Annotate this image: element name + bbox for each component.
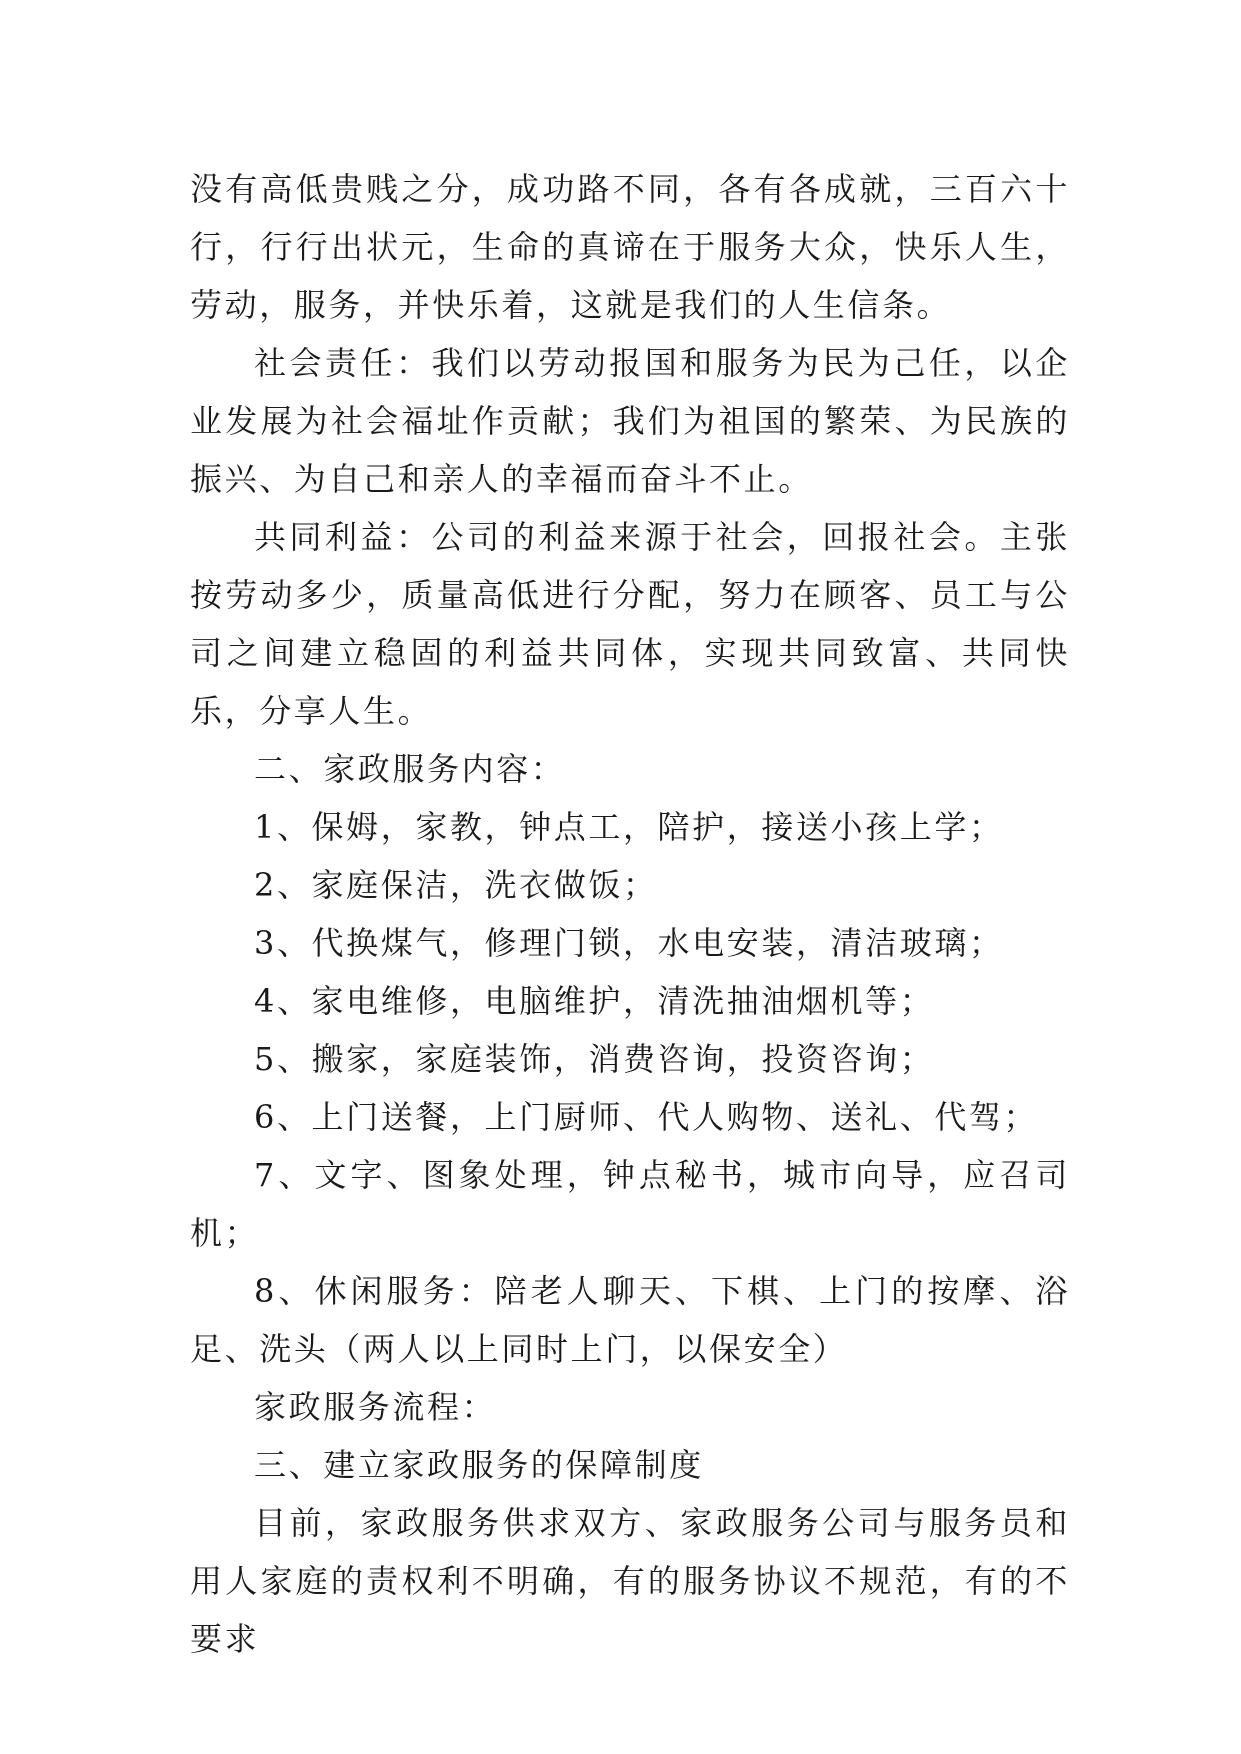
section-heading-service-content: 二、家政服务内容： xyxy=(254,750,566,788)
list-item: 7、文字、图象处理，钟点秘书，城市向导，应召司机； xyxy=(190,1156,1070,1252)
paragraph: 没有高低贵贱之分，成功路不同，各有各成就，三百六十行，行行出状元，生命的真谛在于服务大众，快乐人生，劳动，服务，并快乐着，这就是我们的人生信条。 xyxy=(190,170,1070,324)
section-heading-guarantee-system: 三、建立家政服务的保障制度 xyxy=(254,1446,704,1484)
list-item: 4、家电维修，电脑维护，清洗抽油烟机等； xyxy=(254,982,935,1020)
list-item: 5、搬家，家庭装饰，消费咨询，投资咨询； xyxy=(254,1040,935,1078)
list-item: 8、休闲服务：陪老人聊天、下棋、上门的按摩、浴足、洗头（两人以上同时上门，以保安全） xyxy=(190,1272,1070,1368)
paragraph-common-interest: 共同利益：公司的利益来源于社会，回报社会。主张按劳动多少，质量高低进行分配，努力在顾客、员工与公司之间建立稳固的利益共同体，实现共同致富、共同快乐，分享人生。 xyxy=(190,518,1070,730)
list-item: 1、保姆，家教，钟点工，陪护，接送小孩上学； xyxy=(254,808,1004,846)
paragraph-social-responsibility: 社会责任：我们以劳动报国和服务为民为己任，以企业发展为社会福址作贡献；我们为祖国的繁荣、为民族的振兴、为自己和亲人的幸福而奋斗不止。 xyxy=(190,344,1070,498)
list-item: 3、代换煤气，修理门锁，水电安装，清洁玻璃； xyxy=(254,924,1004,962)
list-item: 6、上门送餐，上门厨师、代人购物、送礼、代驾； xyxy=(254,1098,1039,1136)
list-item: 2、家庭保洁，洗衣做饭； xyxy=(254,866,658,904)
document-body xyxy=(190,160,1070,1668)
paragraph-service-process: 家政服务流程： xyxy=(254,1388,497,1426)
paragraph: 目前，家政服务供求双方、家政服务公司与服务员和用人家庭的责权利不明确，有的服务协议不规范，有的不要求 xyxy=(190,1504,1070,1658)
